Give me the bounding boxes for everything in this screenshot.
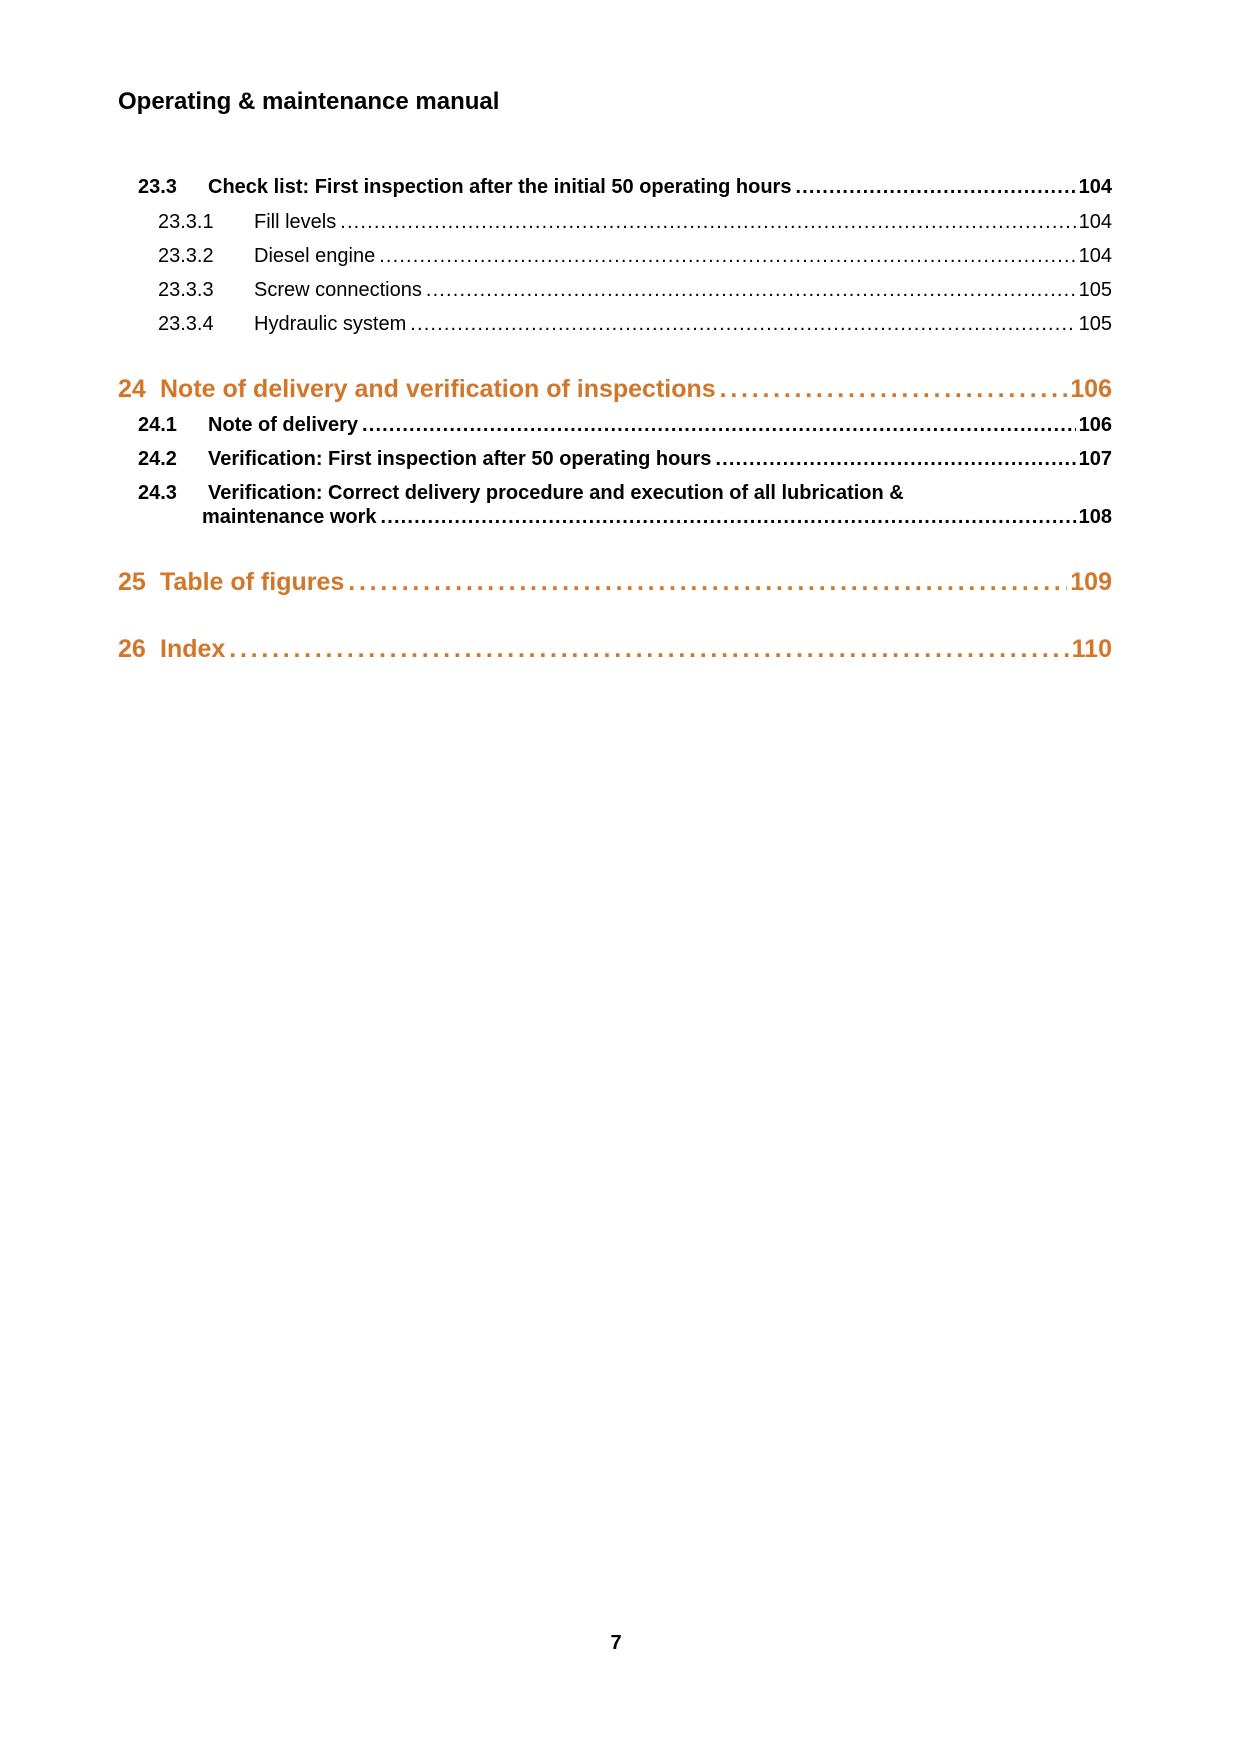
toc-number: 26 — [118, 635, 146, 663]
toc-page-number: 110 — [1071, 635, 1112, 663]
toc-title: Fill levels — [254, 211, 337, 233]
toc-title: Index — [160, 635, 226, 663]
toc-leader — [229, 635, 1068, 664]
toc-page-number: 104 — [1078, 245, 1112, 267]
toc-leader — [795, 176, 1075, 199]
toc-title: Diesel engine — [254, 245, 376, 267]
toc-title: Verification: First inspection after 50 operating hours — [208, 448, 712, 470]
toc-entry-24-2[interactable] — [138, 448, 1112, 471]
toc-number: 23.3 — [138, 176, 177, 198]
toc-entry-23-3-4[interactable] — [158, 313, 1112, 336]
page-number: 7 — [610, 1632, 622, 1654]
toc-title: Check list: First inspection after the initial 50 operating hours — [208, 176, 792, 198]
toc-number: 23.3.4 — [158, 313, 214, 335]
toc-entry-24-3-continuation[interactable] — [202, 506, 1112, 529]
toc-entry-24-3[interactable] — [138, 482, 904, 505]
toc-entry-24-1[interactable] — [138, 414, 1112, 437]
document-header: Operating & maintenance manual — [118, 88, 500, 115]
toc-page-number: 105 — [1078, 313, 1112, 335]
toc-number: 24.1 — [138, 414, 177, 436]
toc-title: Hydraulic system — [254, 313, 407, 335]
toc-page-number: 109 — [1070, 568, 1112, 596]
toc-page-number: 107 — [1078, 448, 1112, 470]
toc-page-number: 106 — [1078, 414, 1112, 436]
toc-entry-23-3-2[interactable] — [158, 245, 1112, 268]
toc-title: Note of delivery — [208, 414, 359, 436]
toc-number: 25 — [118, 568, 146, 596]
toc-chapter-26[interactable] — [118, 635, 1112, 664]
toc-leader — [410, 313, 1075, 336]
toc-leader — [362, 414, 1076, 437]
toc-leader — [720, 375, 1068, 404]
toc-page-number: 104 — [1078, 176, 1112, 198]
toc-page-number: 104 — [1078, 211, 1112, 233]
toc-title-line-1: Verification: Correct delivery procedure and execution of all lubrication & — [208, 482, 904, 504]
toc-page-number: 108 — [1078, 506, 1112, 528]
toc-title-line-2: maintenance work — [202, 506, 377, 528]
toc-leader — [379, 245, 1075, 268]
toc-number: 23.3.2 — [158, 245, 214, 267]
toc-chapter-24[interactable] — [118, 375, 1112, 404]
toc-page-number: 106 — [1070, 375, 1112, 403]
toc-number: 23.3.1 — [158, 211, 214, 233]
toc-title: Screw connections — [254, 279, 422, 301]
toc-leader — [715, 448, 1075, 471]
toc-title: Note of delivery and verification of inspections — [160, 375, 716, 403]
toc-title: Table of figures — [160, 568, 345, 596]
toc-number: 24.3 — [138, 482, 177, 504]
toc-leader — [348, 568, 1067, 597]
toc-number: 24.2 — [138, 448, 177, 470]
toc-leader — [340, 211, 1075, 234]
toc-entry-23-3[interactable] — [138, 176, 1112, 199]
toc-entry-23-3-1[interactable] — [158, 211, 1112, 234]
toc-number: 24 — [118, 375, 146, 403]
toc-page-number: 105 — [1078, 279, 1112, 301]
toc-leader — [381, 506, 1076, 529]
toc-chapter-25[interactable] — [118, 568, 1112, 597]
toc-leader — [426, 279, 1076, 302]
toc-entry-23-3-3[interactable] — [158, 279, 1112, 302]
toc-number: 23.3.3 — [158, 279, 214, 301]
